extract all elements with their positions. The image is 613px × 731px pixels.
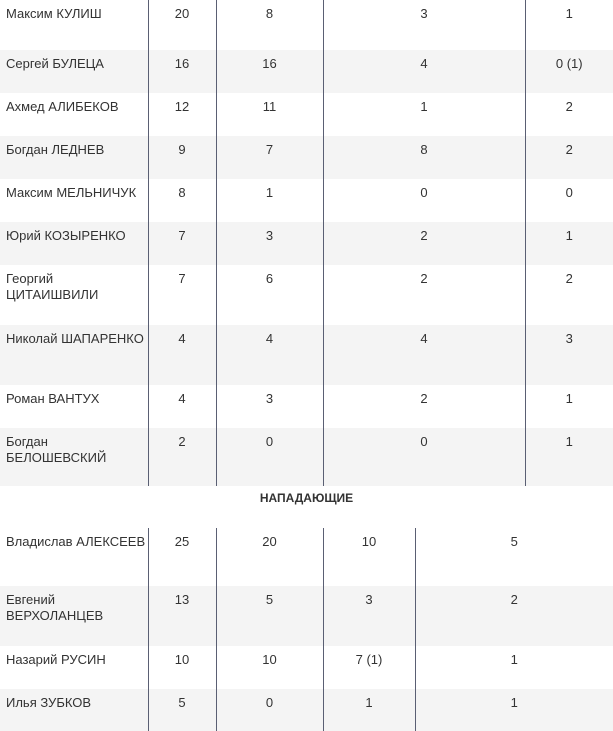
stat-cell-1: 20 [148,0,216,50]
stat-cell-3: 8 [323,136,525,179]
stat-cell-3: 1 [323,689,415,731]
stat-cell-3: 3 [323,0,525,50]
stat-cell-1: 7 [148,222,216,265]
table-row [0,50,613,93]
section-header-forwards [0,486,613,523]
stat-cell-1: 4 [148,325,216,385]
stat-cell-4: 5 [415,528,613,586]
stat-cell-4: 1 [525,428,613,486]
stat-cell-1: 9 [148,136,216,179]
stat-cell-2: 8 [216,0,323,50]
stat-cell-2: 4 [216,325,323,385]
player-name: Ахмед АЛИБЕКОВ [0,93,148,136]
player-name: Максим КУЛИШ [0,0,148,50]
player-name: Сергей БУЛЕЦА [0,50,148,93]
stat-cell-2: 6 [216,265,323,325]
stat-cell-1: 4 [148,385,216,428]
stat-cell-2: 5 [216,586,323,646]
table-row [0,689,613,731]
stat-cell-4: 0 [525,179,613,222]
stat-cell-1: 16 [148,50,216,93]
table-row [0,0,613,50]
stat-cell-3: 2 [323,385,525,428]
table-row [0,428,613,486]
stat-cell-4: 3 [525,325,613,385]
stat-cell-3: 0 [323,428,525,486]
forwards-section [0,486,613,731]
stat-cell-2: 16 [216,50,323,93]
table-row [0,222,613,265]
stat-cell-3: 0 [323,179,525,222]
stat-cell-2: 3 [216,222,323,265]
stat-cell-2: 1 [216,179,323,222]
stat-cell-4: 0 (1) [525,50,613,93]
stat-cell-1: 5 [148,689,216,731]
table-row [0,586,613,646]
player-name: Евгений ВЕРХОЛАНЦЕВ [0,586,148,646]
section-title: НАПАДАЮЩИЕ [259,491,354,505]
table-row [0,528,613,586]
stat-cell-1: 8 [148,179,216,222]
table-row [0,646,613,689]
stat-cell-2: 3 [216,385,323,428]
stat-cell-4: 1 [415,646,613,689]
stat-cell-4: 2 [525,136,613,179]
player-name: Назарий РУСИН [0,646,148,689]
stat-cell-3: 2 [323,265,525,325]
stat-cell-3: 2 [323,222,525,265]
stat-cell-4: 2 [415,586,613,646]
table-row [0,179,613,222]
stat-cell-2: 10 [216,646,323,689]
stat-cell-2: 11 [216,93,323,136]
stat-cell-2: 7 [216,136,323,179]
player-name: Роман ВАНТУХ [0,385,148,428]
stat-cell-1: 2 [148,428,216,486]
stat-cell-4: 1 [525,0,613,50]
stat-cell-3: 4 [323,50,525,93]
player-name: Георгий ЦИТАИШВИЛИ [0,265,148,325]
player-name: Николай ШАПАРЕНКО [0,325,148,385]
stat-cell-1: 13 [148,586,216,646]
stat-cell-1: 10 [148,646,216,689]
player-name: Илья ЗУБКОВ [0,689,148,731]
player-name: Владислав АЛЕКСЕЕВ [0,528,148,586]
stat-cell-4: 1 [525,222,613,265]
stat-cell-3: 10 [323,528,415,586]
table-row [0,325,613,385]
player-name: Богдан ЛЕДНЕВ [0,136,148,179]
stat-cell-2: 0 [216,428,323,486]
player-name: Юрий КОЗЫРЕНКО [0,222,148,265]
stat-cell-4: 1 [525,385,613,428]
player-name: Богдан БЕЛОШЕВСКИЙ [0,428,148,486]
stat-cell-3: 1 [323,93,525,136]
stat-cell-1: 25 [148,528,216,586]
player-name: Максим МЕЛЬНИЧУК [0,179,148,222]
stat-cell-2: 20 [216,528,323,586]
table-row [0,136,613,179]
stat-cell-1: 12 [148,93,216,136]
stat-cell-4: 1 [415,689,613,731]
stat-cell-3: 3 [323,586,415,646]
table-row [0,385,613,428]
stat-cell-4: 2 [525,93,613,136]
stat-cell-1: 7 [148,265,216,325]
stat-cell-4: 2 [525,265,613,325]
stat-cell-3: 7 (1) [323,646,415,689]
stat-cell-3: 4 [323,325,525,385]
table-row [0,265,613,325]
stat-cell-2: 0 [216,689,323,731]
table-row [0,93,613,136]
